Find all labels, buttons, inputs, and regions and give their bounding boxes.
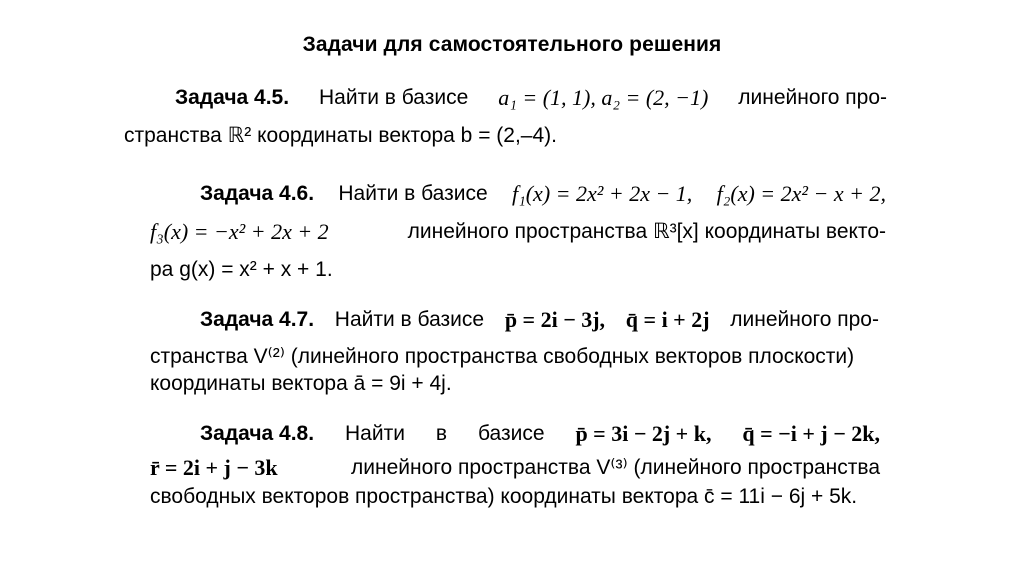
problem-4-6-label: Задача 4.6. [200, 182, 315, 205]
problem-4-5-line-2 [124, 122, 557, 150]
problem-4-6-line-2 [150, 218, 886, 246]
problem-4-5-text-3: странства ℝ² координаты вектора b = (2,–4). [124, 124, 557, 147]
problem-4-8-word-3: базисе [477, 422, 545, 445]
problem-4-8-label: Задача 4.8. [200, 422, 315, 445]
problem-4-8-line-3 [150, 483, 857, 511]
problem-4-5-line-1 [175, 84, 887, 112]
problem-4-7-line-2 [150, 343, 854, 371]
problem-4-8-q: q̄ = −i + j − 2k, [742, 421, 880, 446]
problem-4-7-text-2: линейного про- [730, 308, 879, 331]
problem-4-6-text-2: линейного пространства ℝ³[x] координаты векто- [407, 220, 886, 243]
page-title: Задачи для самостоятельного решения [302, 33, 722, 56]
problem-4-8-word-1: Найти [345, 422, 405, 445]
problem-4-6-f1: f₁(x) = 2x² + 2x − 1, [511, 181, 693, 206]
problem-4-6-line-3 [150, 256, 333, 284]
problem-4-5-basis: a₁ = (1, 1), a₂ = (2, −1) [498, 85, 709, 110]
problem-4-8-p: p̄ = 3i − 2j + k, [575, 421, 712, 446]
problem-4-7-text-4: координаты вектора ā = 9i + 4j. [150, 372, 452, 395]
problem-4-8-text-1: линейного пространства V⁽³⁾ (линейного пространства [351, 456, 880, 479]
problem-4-7-line-3 [150, 370, 452, 398]
problem-4-7-line-1 [200, 306, 879, 334]
problem-4-5-label: Задача 4.5. [175, 86, 290, 109]
problem-4-7-text-1: Найти в базисе [334, 308, 485, 331]
problem-4-8-line-2 [150, 454, 880, 482]
problem-4-7-text-3: странства V⁽²⁾ (линейного пространства свободных векторов плоскости) [150, 345, 855, 368]
problem-4-8-line-1 [200, 420, 880, 448]
problem-4-6-text-3: ра g(x) = x² + x + 1. [150, 258, 333, 281]
problem-4-5-text-2: линейного про- [738, 86, 887, 109]
problem-4-7-p: p̄ = 2i − 3j, [504, 307, 606, 332]
problem-4-7-label: Задача 4.7. [200, 308, 315, 331]
problem-4-6-line-1 [200, 180, 886, 208]
problem-4-6-f2: f₂(x) = 2x² − x + 2, [716, 181, 886, 206]
problem-4-8-r: r̄ = 2i + j − 3k [150, 455, 278, 480]
problem-4-6-text-1: Найти в базисе [338, 182, 488, 205]
problem-4-8-word-2: в [435, 422, 448, 445]
problem-4-5-text-1: Найти в базисе [319, 86, 469, 109]
problem-4-8-text-2: свободных векторов пространства) координаты вектора c̄ = 11i − 6j + 5k. [150, 485, 858, 508]
problem-4-7-q: q̄ = i + 2j [625, 307, 710, 332]
problem-4-6-f3: f₃(x) = −x² + 2x + 2 [150, 219, 329, 244]
